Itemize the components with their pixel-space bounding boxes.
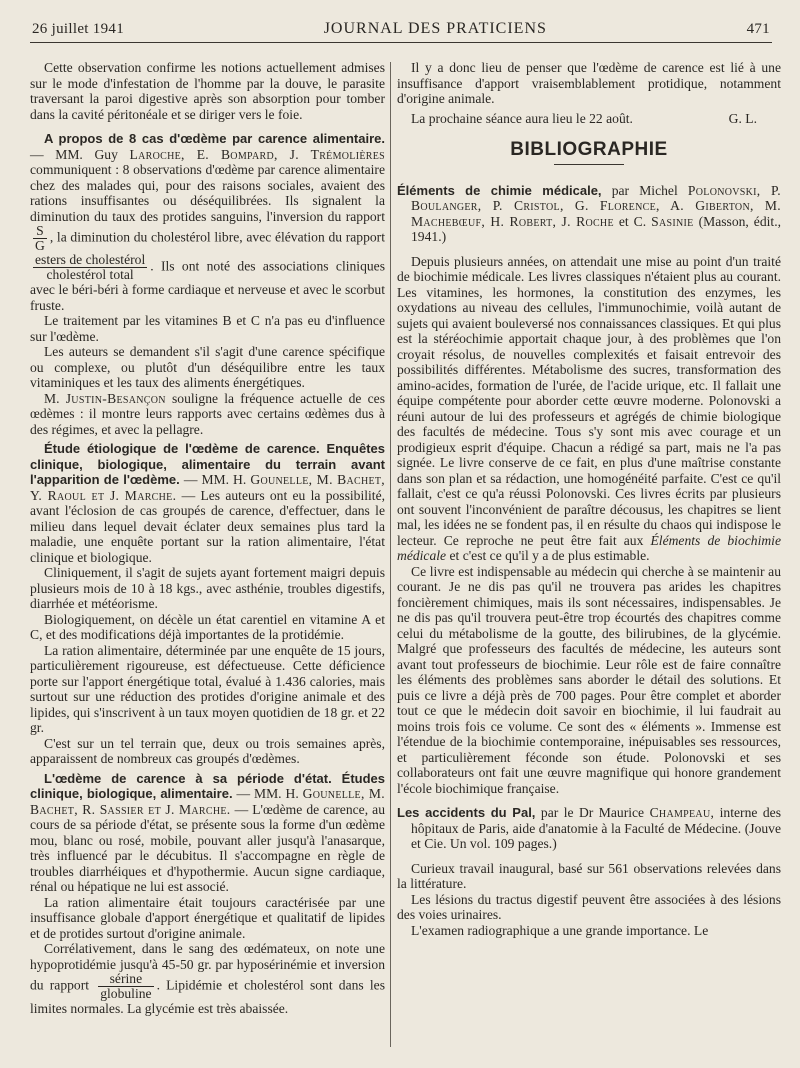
bibliography-entry: Éléments de chimie médicale, par Michel Polonovski, P. Boulanger, P. Cristol, G. Florence, A. Giberton, M. Machebœuf, H. Robert, J. Roche et C. Sasinie (Masson, édit., 1941.) (397, 182, 782, 244)
paragraph: La ration alimentaire, déterminée par une enquête de 15 jours, particulièrement rigoureuse, est défectueuse. Cette déficience porte sur l'apport énergétique total, évalué à 1.436 calories, mais surtout sur une réduction des protides d'origine animale et des lipides, qui s'inscrivent à un taux moyen quotidien de 18 gr. et 22 gr. (30, 642, 385, 735)
paragraph: Ce livre est indispensable au médecin qui cherche à se maintenir au courant. Je ne dis pas qu'il ne trouvera pas arides les chapitres foncièrement chimiques, mais ils sont nécessaires, indispensables. Je ne dis pas qu'il trouvera peut-être trop écourtés des chapitres comme celui du métabolisme de la goutte, des bilirubines, de la glycémie. Malgré que professeurs des facultés de médecine, les auteurs sont avant tout professeurs de biochimie. Leur rôle est de faire connaître les éléments des problèmes sans aborder le détail des solutions. Et puis ce livre a déjà près de 700 pages. Pour être complet et aborder tout ce que le médecin doit savoir en biochimie, il lui faudrait au moins trois fois ce volume. Ce sont des « éléments ». Immense est l'étendue de la biochimie contemporaine, inépuisables ses ressources, et particulièrement féconde son étude. Polonovski et ses collaborateurs ont fait une œuvre magnifique qui honore grandement l'école biochimique française. (397, 563, 781, 796)
section-periode-etat: L'œdème de carence à sa période d'état. Études clinique, biologique, alimentaire. — MM. H. Gounelle, M. Bachet, R. Sassier et J. Marche. — L'œdème de carence, au cours de sa période d'état, se présente sous la forme d'un œdème mou, blanc ou rosé, mobile, pouvant aller jusqu'à l'anasarque, très influencé par le décubitus. Il s'accompagne en règle de troubles diarrhéiques et d'hypothermie. Aucun signe cardiaque, rénal ou hépatique ne lui est associé. (30, 770, 385, 894)
book-title: Éléments de chimie médicale, (397, 182, 602, 198)
paragraph: Le traitement par les vitamines B et C n'a pas eu d'influence sur l'œdème. (30, 313, 385, 344)
bibliography-heading: BIBLIOGRAPHIE (510, 139, 668, 160)
authors: Gounelle, M. Bachet, R. Sassier et J. Marche. (30, 786, 385, 817)
paragraph: Cette observation confirme les notions actuellement admises sur le mode d'infestation de l'homme par la douve, le parasite traversant la paroi digestive après son absorption pour tomber dans la cavité péritonéale et se diriger vers le foie. (30, 60, 385, 122)
section-title: L'œdème de carence à sa période d'état. Études clinique, biologique, alimentaire. (30, 770, 385, 801)
section-title: A propos de 8 cas d'œdème par carence alimentaire. (44, 131, 385, 146)
paragraph: M. Justin-Besançon souligne la fréquence actuelle de ces œdèmes : il montre leurs rapports avec certains œdèmes dus à des régimes, et avec la pellagre. (30, 390, 385, 437)
paragraph: Cliniquement, il s'agit de sujets ayant fortement maigri depuis plusieurs mois de 10 à 18 kgs., avec asthénie, troubles digestifs, diarrhée et météorisme. (30, 565, 385, 611)
paragraph: L'examen radiographique a une grande importance. Le (411, 922, 709, 938)
fraction: $\frac{\text{esters de cholestérol}}{\text{cholestérol total}}$ (35, 252, 146, 282)
fraction: $\frac{S}{G}$ (35, 223, 45, 253)
column-divider (390, 62, 391, 1047)
journal-title: JOURNAL DES PRATICIENS (323, 20, 547, 37)
page-header (32, 16, 770, 38)
signature: G. L. (728, 110, 757, 126)
left-column (30, 60, 385, 1017)
book-title: Les accidents du Pal, (397, 805, 536, 820)
bibliography-entry: Les accidents du Pal, par le Dr Maurice Champeau, interne des hôpitaux de Paris, aide d'anatomie à la Faculté de Médecine. (Jouve et Cie. Un vol. 109 pages.) (397, 805, 781, 851)
header-date: 26 juillet 1941 (32, 21, 124, 37)
paragraph: Corrélativement, dans le sang des œdémateux, on note une hypoprotidémie jusqu'à 45-50 gr. par hyposérinémie et inversion du rapport $\frac{\text{sérine}}{\text{globuline}}$ . Lipidémie et cholestérol sont dans les limites normales. La glycémie est très abaissée. (30, 941, 385, 1016)
paragraph: La ration alimentaire était toujours caractérisée par une insuffisance globale d'apport énergétique et qualitatif de lipides et de protides surtout d'origine animale. (30, 894, 385, 941)
authors: Polonovski, P. Boulanger, P. Cristol, G. Florence, A. Giberton, M. Machebœuf, H. Robert, J. Roche (411, 182, 782, 229)
section-etude-etiologique: Étude étiologique de l'œdème de carence. Enquêtes clinique, biologique, alimentaire du terrain avant l'apparition de l'œdème. — MM. H. Gounelle, M. Bachet, Y. Raoul et J. Marche. — Les auteurs ont eu la possibilité, avant l'éclosion de cas groupés de carence, d'effectuer, dans le milieu dans lequel devait éclater deux semaines plus tard la maladie, une enquête portant sur la ration alimentaire, l'état clinique et biologique. (30, 441, 386, 565)
paragraph: Curieux travail inaugural, basé sur 561 observations relevées dans la littérature. (397, 860, 781, 891)
next-session: La prochaine séance aura lieu le 22 août. G. L. (411, 110, 757, 126)
paragraph: Les lésions du tractus digestif peuvent être associées à des lésions des voies urinaires. (397, 891, 781, 922)
header-rule (30, 42, 772, 43)
right-column (397, 60, 781, 938)
page-number: 471 (746, 21, 770, 37)
section-autres-oedeme: A propos de 8 cas d'œdème par carence alimentaire. — MM. Guy Laroche, E. Bompard, J. Trémolières communiquent : 8 observations d'œdème par carence alimentaire chez des malades qui, pour des raisons sociales, avaient des rations insuffisantes ou déséquilibrées. Ils signalent la diminution du taux des protides sanguins, l'inversion du rapport $\frac{S}{G}$ , la diminution du cholestérol libre, avec élévation du rapport $\frac{\text{esters de cholestérol}}{\text{cholestérol total}}$ . Ils ont noté des associations cliniques avec le béri-béri à forme cardiaque et nerveuse et avec le scorbut fruste. (30, 131, 385, 313)
paragraph: Depuis plusieurs années, on attendait une mise au point d'un traité de biochimie médicale. Les livres classiques n'étaient plus au courant. Les vitamines, les hormones, la constitution des enzymes, les oxydations au niveau des cellules, l'immunochimie, voilà autant de sujets qui avaient bouleversé nos connaissances classiques. Et qui plus est la stéréochimie apportait chaque jour, à des problèmes que l'on croyait résolus, de nouvelles complexités et faisait entrevoir des possibilités différentes. Métabolisme des sucres, transformation des amino-acides, formation de l'urée, de l'acide urique, etc. Il fallait une équipe compétente pour aborder cette œuvre moderne. Polonovski a réuni autour de lui des professeurs et agrégés de chimie biologique des facultés de médecine. Tous s'y sont mis avec courage et un prodigieux esprit d'équipe. Chacun a rédigé sa part, mais ne l'a pas signée. Le livre conserve de ce fait, en plus d'une maîtrise constante dans son plan et sa rédaction, une homogénéité parfaite. C'est ce qu'il fallait, c'est ce qu'a réussi Polonovski. Ces livres écrits par plusieurs ont souvent l'inconvénient de paraître décousus, les chapitres se lient mal, les idées ne se fondent pas, il en résulte du chaos qui indispose le lecteur. Ce reproche ne peut être fait aux Éléments de biochimie médicale et c'est ce qu'il y a de plus estimable. (397, 253, 781, 563)
paragraph: Les auteurs se demandent s'il s'agit d'une carence spécifique ou complexe, ou plutôt d'un déséquilibre entre les taux vitaminiques et les taux des aliments énergétiques. (30, 344, 385, 390)
section-title: Étude étiologique de l'œdème de carence. Enquêtes clinique, biologique, alimentaire du terrain avant l'apparition de l'œdème. (30, 441, 385, 487)
authors: Champeau, (649, 805, 715, 820)
fraction: $\frac{\text{sérine}}{\text{globuline}}$ (100, 971, 152, 1001)
heading-rule (554, 164, 624, 165)
authors: Laroche, E. Bompard, J. Trémolières (129, 146, 385, 162)
authors: Gounelle, M. Bachet, Y. Raoul et J. Marche. (30, 472, 385, 503)
paragraph: Il y a donc lieu de penser que l'œdème de carence est lié à une insuffisance d'apport vraisemblablement protidique, notamment d'origine animale. (397, 60, 781, 106)
paragraph: C'est sur un tel terrain que, deux ou trois semaines après, apparaissent de nombreux cas groupés d'œdèmes. (30, 735, 385, 766)
paragraph: Biologiquement, on décèle un état carentiel en vitamine A et C, et des modifications déjà importantes de la protidémie. (30, 611, 385, 642)
